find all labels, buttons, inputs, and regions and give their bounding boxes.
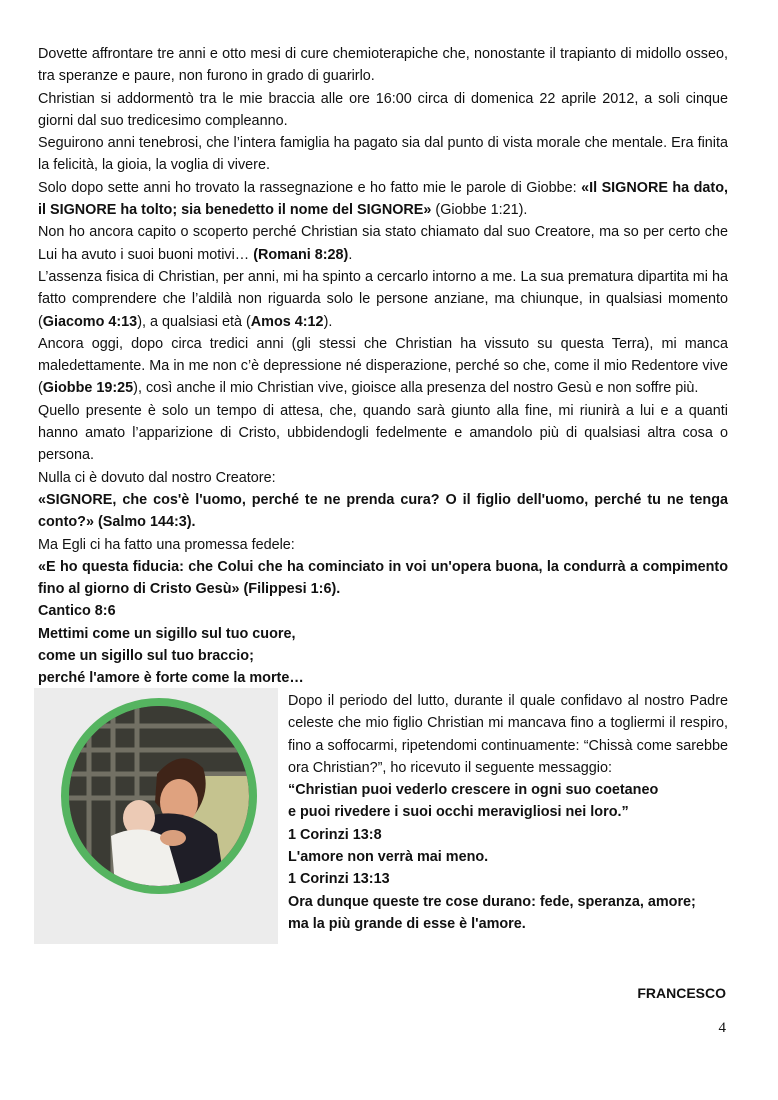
quote-line: e puoi rivedere i suoi occhi meravigliosi nei loro.”	[288, 804, 629, 821]
bold-citation: Giacomo 4:13	[42, 313, 138, 330]
paragraph: Dopo il periodo del lutto, durante il quale confidavo al nostro Padre celeste che mio figlio Christian mi mancava fino a togliermi il respiro, fino a soffocarmi, ripetendomi continuamente: “Chissà come sarebbe ora Christian?”, ho ricevuto il seguente messaggio:	[288, 693, 728, 776]
paragraph: Dovette affrontare tre anni e otto mesi di cure chemioterapiche che, nonostante il trapianto di midollo osseo, tra speranze e paure, non furono in grado di guarirlo.	[38, 46, 728, 85]
text-run: .	[348, 246, 353, 263]
paragraph	[38, 556, 728, 601]
photo-frame	[34, 688, 278, 944]
paragraph	[38, 221, 728, 266]
verse-line: perché l'amore è forte come la morte…	[38, 670, 304, 687]
verse-line: come un sigillo sul tuo braccio;	[38, 648, 254, 665]
bold-citation: (Romani 8:28)	[253, 246, 349, 263]
text-run: Ancora oggi, dopo circa tredici anni (gli stessi che Christian ha vissuto su questa Terra), mi manca maledettamente. Ma in me non c’è depressione né disperazione, perché so che, come il mio Redentore vive (	[38, 335, 728, 397]
message-section	[288, 690, 728, 935]
paragraph	[38, 266, 728, 333]
verse-reference: 1 Corinzi 13:8	[288, 826, 382, 843]
text-run: ).	[323, 313, 333, 330]
bold-quote: «SIGNORE, che cos'è l'uomo, perché te ne prenda cura? O il figlio dell'uomo, perché tu ne tenga conto?»	[38, 491, 728, 531]
quote-line: “Christian puoi vederlo crescere in ogni suo coetaneo	[288, 782, 659, 799]
text-run: ), a qualsiasi età (	[137, 313, 251, 330]
verse-text: L'amore non verrà mai meno.	[288, 849, 489, 866]
signature: FRANCESCO	[637, 985, 726, 1001]
paragraph: Ma Egli ci ha fatto una promessa fedele:	[38, 536, 295, 553]
bold-quote: «Il SIGNORE ha dato, il SIGNORE ha tolto; sia benedetto il nome del SIGNORE»	[38, 179, 728, 219]
photo-illustration	[69, 706, 249, 886]
verse-text: Ora dunque queste tre cose durano: fede, speranza, amore;	[288, 893, 696, 910]
verse-line: Mettimi come un sigillo sul tuo cuore,	[38, 625, 296, 642]
bold-citation: (Filippesi 1:6).	[239, 581, 341, 598]
text-run: Solo dopo sette anni ho trovato la rassegnazione e ho fatto mie le parole di Giobbe:	[38, 179, 582, 196]
verse-reference: 1 Corinzi 13:13	[288, 871, 390, 888]
paragraph	[38, 333, 728, 400]
paragraph: Christian si addormentò tra le mie braccia alle ore 16:00 circa di domenica 22 aprile 2012, a soli cinque giorni dal suo tredicesimo compleanno.	[38, 90, 728, 129]
citation: (Giobbe 1:21).	[431, 202, 528, 219]
page-number: 4	[718, 1020, 726, 1036]
paragraph: Nulla ci è dovuto dal nostro Creatore:	[38, 469, 276, 486]
text-run: ), così anche il mio Christian vive, gioisce alla presenza del nostro Gesù e non soffre più.	[133, 380, 699, 397]
verse-text: ma la più grande di esse è l'amore.	[288, 915, 526, 932]
bold-citation: (Salmo 144:3).	[93, 514, 196, 531]
paragraph	[38, 177, 728, 222]
bold-citation: Giobbe 19:25	[42, 380, 134, 397]
paragraph: Quello presente è solo un tempo di attesa, che, quando sarà giunto alla fine, mi riunirà a lui e a quanti hanno amato l’apparizione di Cristo, ubbidendogli fedelmente e amandolo più di qualsiasi altra cosa o persona.	[38, 402, 728, 464]
text-run: L’assenza fisica di Christian, per anni, mi ha spinto a cercarlo intorno a me. La sua prematura dipartita mi ha fatto comprendere che l’aldilà non riguarda solo le persone anziane, ma chiunque, in qualsiasi momento (	[38, 268, 728, 330]
bold-citation: Amos 4:12	[250, 313, 324, 330]
bold-quote: «E ho questa fiducia: che Colui che ha cominciato in voi un'opera buona, la condurrà a compimento fino al giorno di Cristo Gesù»	[38, 558, 728, 598]
verse-reference: Cantico 8:6	[38, 603, 116, 620]
main-text	[38, 43, 728, 690]
paragraph: Seguirono anni tenebrosi, che l’intera famiglia ha pagato sia dal punto di vista morale che mentale. Era finita la felicità, la gioia, la voglia di vivere.	[38, 135, 728, 174]
paragraph	[38, 489, 728, 534]
text-run: Non ho ancora capito o scoperto perché Christian sia stato chiamato dal suo Creatore, ma so per certo che Lui ha avuto i suoi buoni motivi…	[38, 224, 728, 263]
circular-photo	[61, 698, 257, 894]
